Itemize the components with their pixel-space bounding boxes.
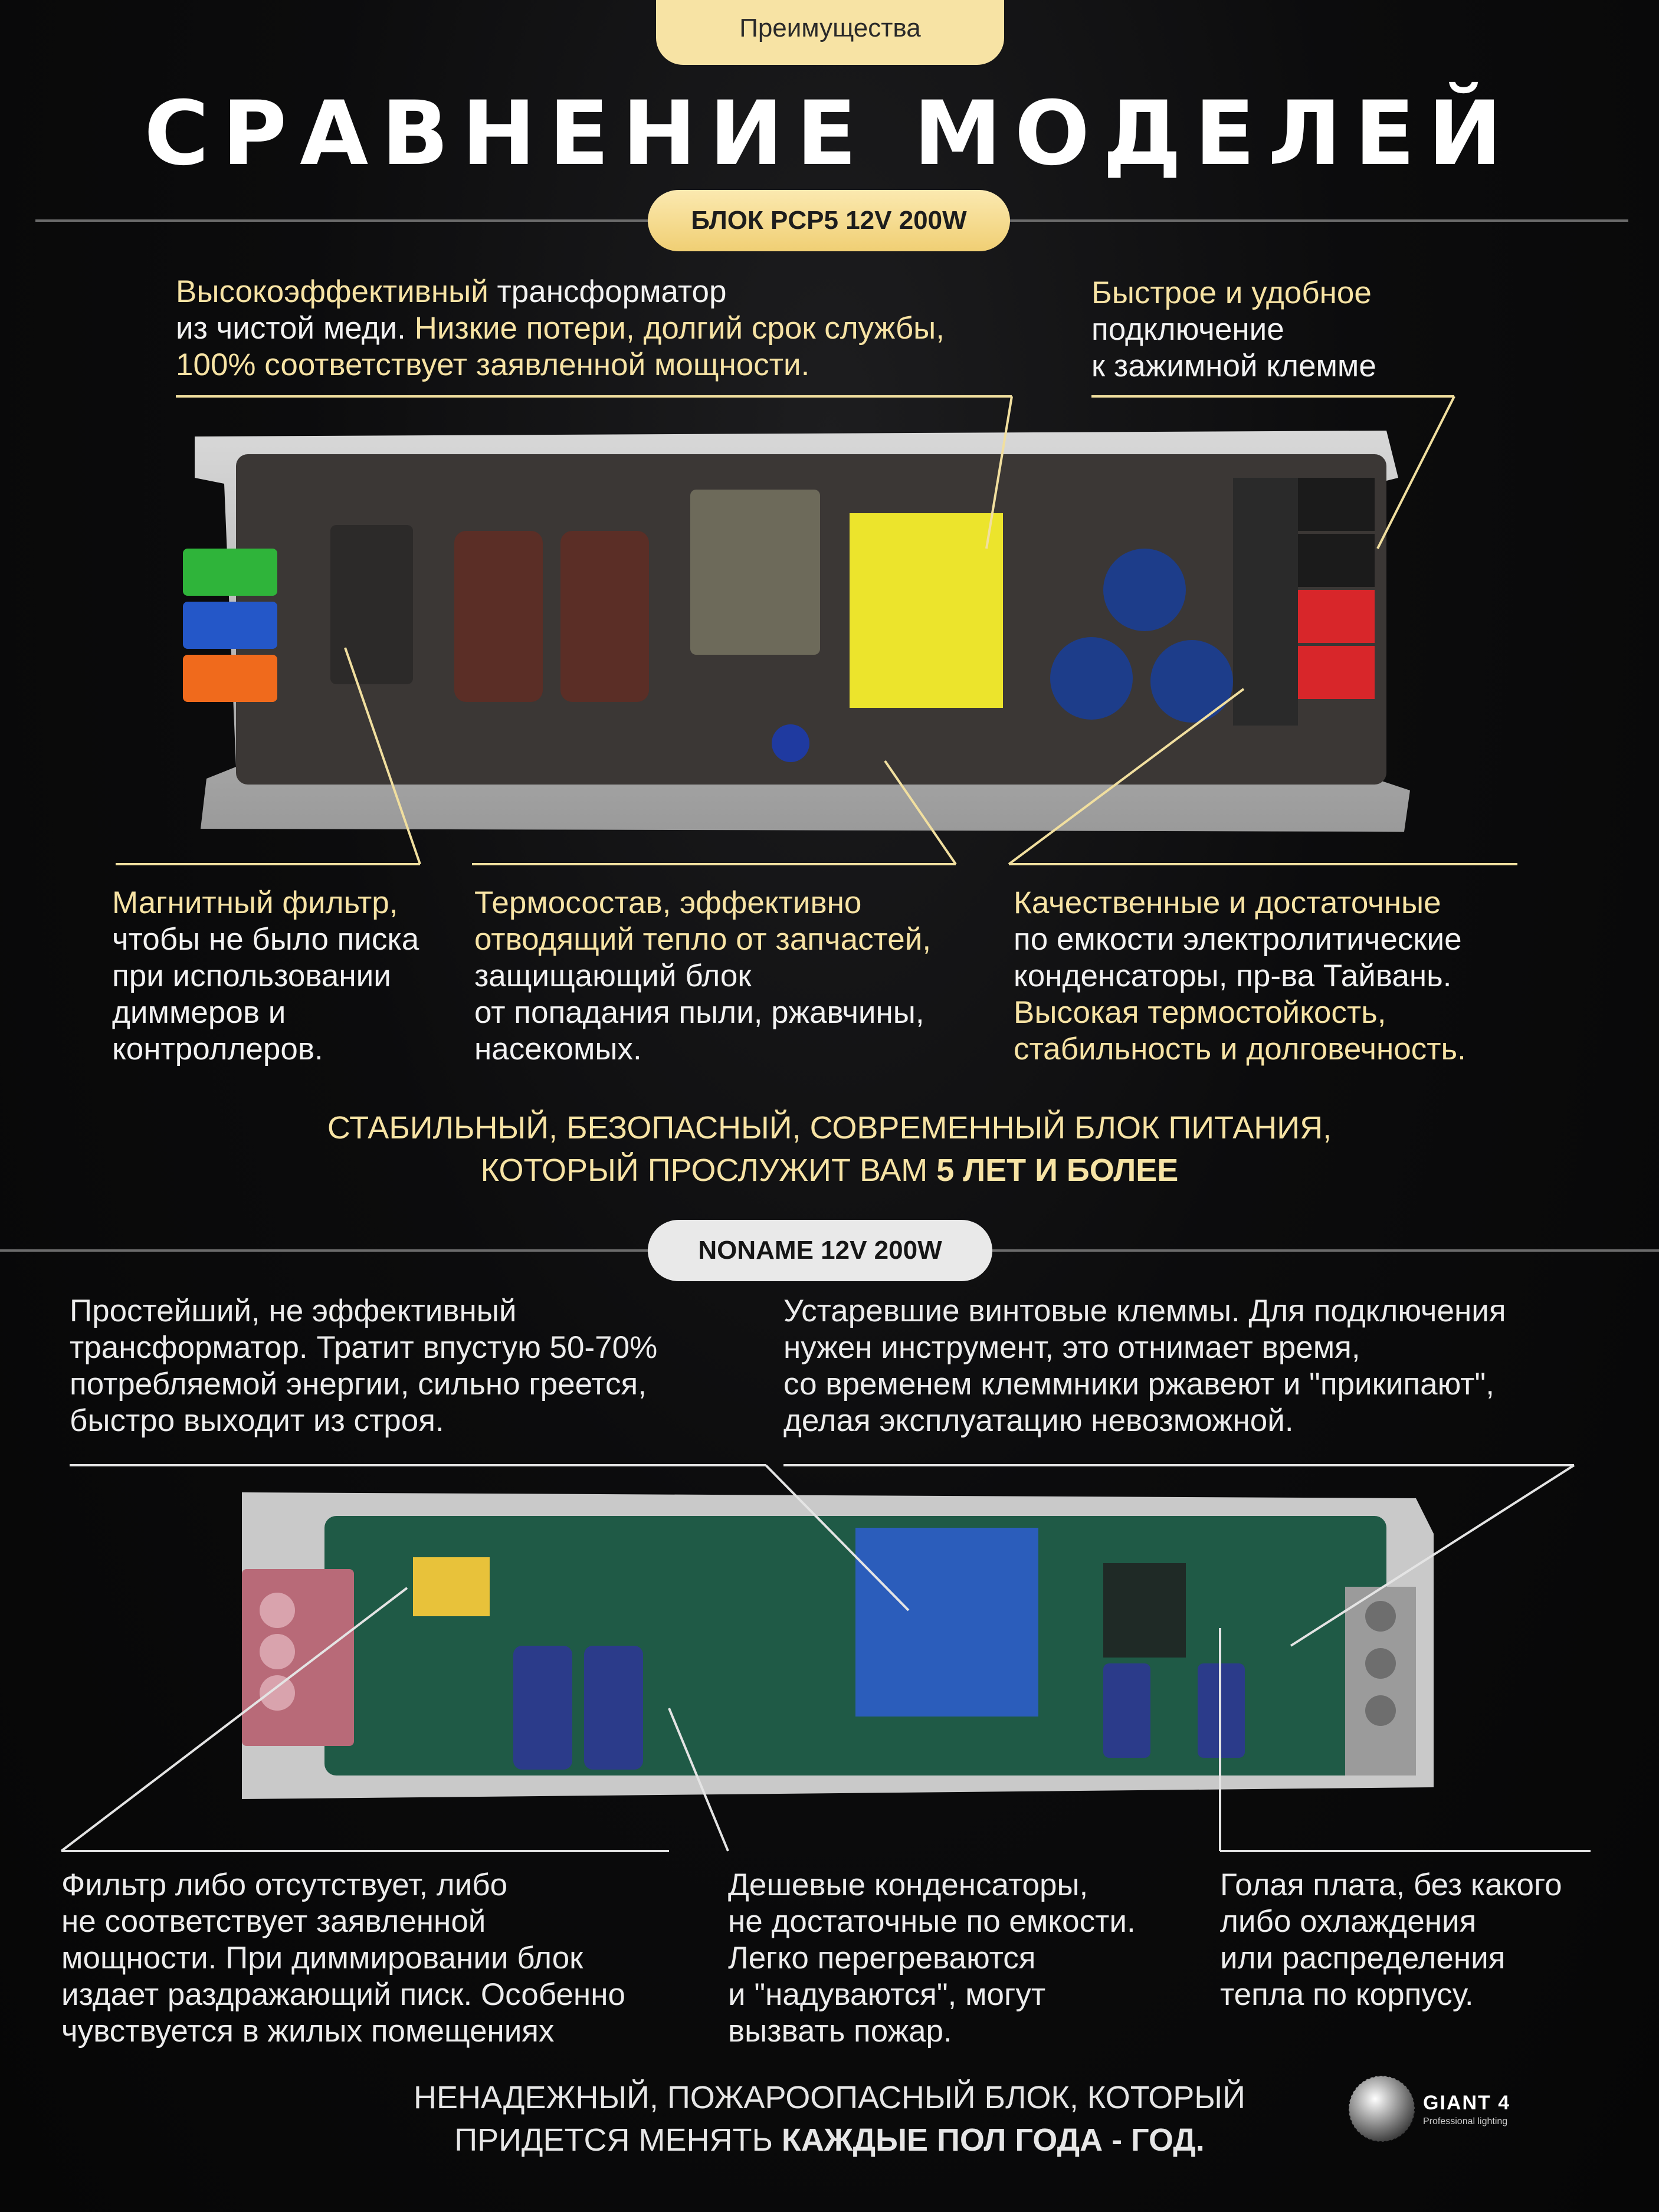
pcp5-summary <box>0 1107 1659 1192</box>
summary-line: КОТОРЫЙ ПРОСЛУЖИТ ВАМ <box>480 1153 937 1188</box>
callout-text: конденсаторы, пр-ва Тайвань. <box>1014 959 1452 993</box>
callout-text: не соответствует заявленной <box>61 1904 486 1939</box>
callout-text: со временем клеммники ржавеют и "прикипают", <box>783 1367 1494 1402</box>
summary-emphasis: 5 ЛЕТ И БОЛЕЕ <box>936 1153 1179 1188</box>
callout-highlight: Быстрое и удобное <box>1091 275 1372 310</box>
callout-text: по емкости электролитические <box>1014 922 1462 957</box>
callout-text: диммеров и <box>112 995 286 1030</box>
summary-line: СТАБИЛЬНЫЙ, БЕЗОПАСНЫЙ, СОВРЕМЕННЫЙ БЛОК ПИТАНИЯ, <box>327 1110 1332 1146</box>
callout-text: или распределения <box>1220 1941 1506 1975</box>
callout-text: потребляемой энергии, сильно греется, <box>70 1367 647 1402</box>
callout-text: чувствуется в жилых помещениях <box>61 2014 555 2049</box>
callout-text: Простейший, не эффективный <box>70 1294 517 1328</box>
pcp5-leader-lines <box>0 0 1659 885</box>
callout-highlight: Высокоэффективный <box>176 274 488 309</box>
brand-tagline: Professional lighting <box>1423 2116 1508 2126</box>
callout-highlight: Термосостав, эффективно <box>474 885 862 920</box>
callout-text: при использовании <box>112 959 391 993</box>
callout-text: Легко перегреваются <box>728 1941 1036 1975</box>
summary-line: ПРИДЕТСЯ МЕНЯТЬ <box>454 2122 782 2158</box>
callout-text: и "надуваются", могут <box>728 1977 1046 2012</box>
callout-text: издает раздражающий писк. Особенно <box>61 1977 625 2012</box>
callout-text: делая эксплуатацию невозможной. <box>783 1403 1294 1438</box>
callout-text: к зажимной клемме <box>1091 349 1376 383</box>
noname-badge: NONAME 12V 200W <box>648 1220 992 1281</box>
brand-logo <box>1346 2065 1594 2153</box>
callout-text: защищающий блок <box>474 959 752 993</box>
callout-text: от попадания пыли, ржавчины, <box>474 995 924 1030</box>
callout-highlight: Низкие потери, долгий срок службы, <box>414 311 945 346</box>
callout-text: вызвать пожар. <box>728 2014 952 2049</box>
summary-line: НЕНАДЕЖНЫЙ, ПОЖАРООПАСНЫЙ БЛОК, КОТОРЫЙ <box>414 2080 1245 2115</box>
callout-text: Фильтр либо отсутствует, либо <box>61 1868 508 1902</box>
callout-text: насекомых. <box>474 1032 642 1066</box>
noname-board-callout <box>1220 1867 1645 2013</box>
callout-highlight: 100% соответствует заявленной мощности. <box>176 347 810 382</box>
callout-highlight: Высокая термостойкость, <box>1014 995 1386 1030</box>
pcp5-thermal-callout <box>474 885 1005 1068</box>
callout-highlight: Качественные и достаточные <box>1014 885 1441 920</box>
pcp5-badge: БЛОК PCP5 12V 200W <box>648 190 1010 251</box>
callout-highlight: Магнитный фильтр, <box>112 885 398 920</box>
callout-text: Устаревшие винтовые клеммы. Для подключения <box>783 1294 1506 1328</box>
noname-filter-callout <box>61 1867 710 2050</box>
sphere-logo-icon <box>1346 2065 1417 2153</box>
callout-text: либо охлаждения <box>1220 1904 1477 1939</box>
noname-capacitors-callout <box>728 1867 1212 2050</box>
callout-text: трансформатор <box>488 274 727 309</box>
summary-emphasis: КАЖДЫЕ ПОЛ ГОДА - ГОД. <box>781 2122 1205 2158</box>
callout-text: не достаточные по емкости. <box>728 1904 1136 1939</box>
pcp5-filter-callout <box>112 885 466 1068</box>
callout-text: Дешевые конденсаторы, <box>728 1868 1088 1902</box>
callout-text: нужен инструмент, это отнимает время, <box>783 1330 1360 1365</box>
callout-text: мощности. При диммировании блок <box>61 1941 583 1975</box>
callout-text: быстро выходит из строя. <box>70 1403 444 1438</box>
callout-text: подключение <box>1091 312 1284 347</box>
callout-highlight: стабильность и долговечность. <box>1014 1032 1466 1066</box>
noname-leader-lines <box>0 1416 1659 1888</box>
category-tab: Преимущества <box>656 0 1004 65</box>
callout-text: из чистой меди. <box>176 311 415 346</box>
pcp5-capacitors-callout <box>1014 885 1633 1068</box>
callout-text: трансформатор. Тратит впустую 50-70% <box>70 1330 658 1365</box>
callout-text: контроллеров. <box>112 1032 323 1066</box>
brand-name: GIANT 4 <box>1423 2092 1511 2114</box>
page-title: СРАВНЕНИЕ МОДЕЛЕЙ <box>144 83 1515 185</box>
callout-highlight: отводящий тепло от запчастей, <box>474 922 932 957</box>
callout-text: чтобы не было писка <box>112 922 419 957</box>
callout-text: тепла по корпусу. <box>1220 1977 1474 2012</box>
callout-text: Голая плата, без какого <box>1220 1868 1562 1902</box>
